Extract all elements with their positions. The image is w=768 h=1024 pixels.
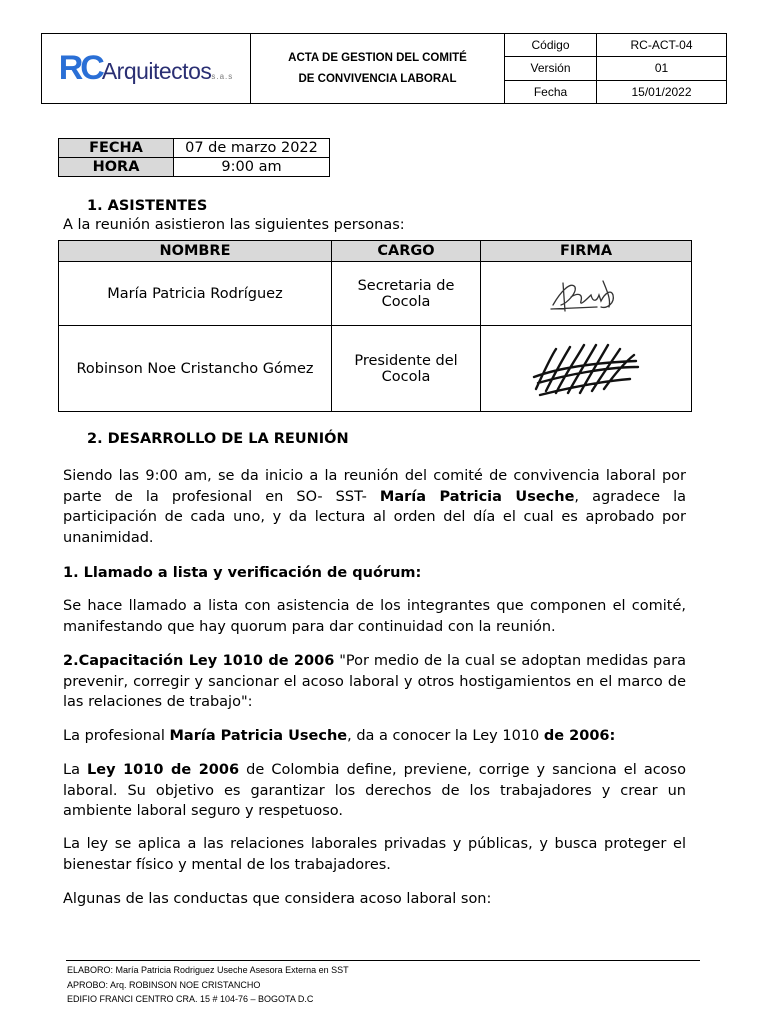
- column-header: FIRMA: [481, 241, 692, 262]
- paragraph-conductas: Algunas de las conductas que considera acoso laboral son:: [63, 891, 492, 907]
- paragraph-quorum: Se hace llamado a lista con asistencia de los integrantes que componen el comité, manifestando que hay quorum para dar continuidad con la reunión.: [63, 598, 686, 635]
- document-header: [41, 33, 727, 104]
- meeting-datetime-table: [58, 138, 330, 177]
- column-header: NOMBRE: [59, 241, 332, 262]
- meta-label: Fecha: [505, 80, 597, 103]
- paragraph-inicio: Siendo las 9:00 am, se da inicio a la reunión del comité de convivencia laboral por parte de la profesional en SO- SST- María Patricia Useche, agradece la participación de cada uno, y da lectura al orden del día el cual es aprobado por unanimidad.: [63, 468, 686, 546]
- meta-value: 15/01/2022: [597, 80, 727, 103]
- paragraph-capacitacion: 2.Capacitación Ley 1010 de 2006 "Por medio de la cual se adoptan medidas para prevenir, corregir y sancionar el acoso laboral y otros hostigamientos en el marco de las relaciones de trabajo":: [63, 653, 686, 710]
- attendee-role: Secretaria de Cocola: [332, 262, 481, 326]
- signature-image: [541, 269, 631, 319]
- fecha-value: 07 de marzo 2022: [174, 139, 330, 158]
- hora-label: HORA: [59, 158, 174, 177]
- meta-value: 01: [597, 57, 727, 80]
- heading-llamado-lista: 1. Llamado a lista y verificación de quórum:: [63, 565, 422, 581]
- paragraph-aplicacion: La ley se aplica a las relaciones laborales privadas y públicas, y busca proteger el bienestar físico y mental de los trabajadores.: [63, 836, 686, 873]
- table-row: [59, 326, 692, 412]
- section-title-desarrollo: 2. DESARROLLO DE LA REUNIÓN: [87, 431, 349, 447]
- table-row: [59, 262, 692, 326]
- logo-cell: [42, 34, 251, 104]
- asistentes-intro: A la reunión asistieron las siguientes personas:: [63, 217, 405, 233]
- footer-divider: [66, 960, 700, 961]
- paragraph-ley-define: La Ley 1010 de 2006 de Colombia define, previene, corrige y sanciona el acoso laboral. Su objetivo es garantizar los derechos de los trabajadores y crear un ambiente laboral seguro y respetuoso.: [63, 762, 686, 819]
- signature-cell: [481, 262, 692, 326]
- meta-value: RC-ACT-04: [597, 34, 727, 57]
- attendee-role: Presidente del Cocola: [332, 326, 481, 412]
- company-logo: RCArquitectoss.a.s: [58, 49, 234, 87]
- document-title: ACTA DE GESTION DEL COMITÉ DE CONVIVENCIA LABORAL: [251, 34, 505, 104]
- signature-image: [526, 337, 646, 401]
- footer-address: EDIFIO FRANCI CENTRO CRA. 15 # 104-76 – BOGOTA D.C: [67, 994, 314, 1004]
- attendee-name: María Patricia Rodríguez: [59, 262, 332, 326]
- attendees-table: [58, 240, 692, 412]
- section-title-asistentes: 1. ASISTENTES: [87, 198, 208, 214]
- column-header: CARGO: [332, 241, 481, 262]
- footer-aprobo: APROBO: Arq. ROBINSON NOE CRISTANCHO: [67, 980, 261, 990]
- fecha-label: FECHA: [59, 139, 174, 158]
- hora-value: 9:00 am: [174, 158, 330, 177]
- attendee-name: Robinson Noe Cristancho Gómez: [59, 326, 332, 412]
- paragraph-profesional: La profesional María Patricia Useche, da a conocer la Ley 1010 de 2006:: [63, 728, 616, 744]
- footer-elaboro: ELABORO: María Patricia Rodriguez Useche Asesora Externa en SST: [67, 965, 349, 975]
- meta-label: Versión: [505, 57, 597, 80]
- meta-label: Código: [505, 34, 597, 57]
- signature-cell: [481, 326, 692, 412]
